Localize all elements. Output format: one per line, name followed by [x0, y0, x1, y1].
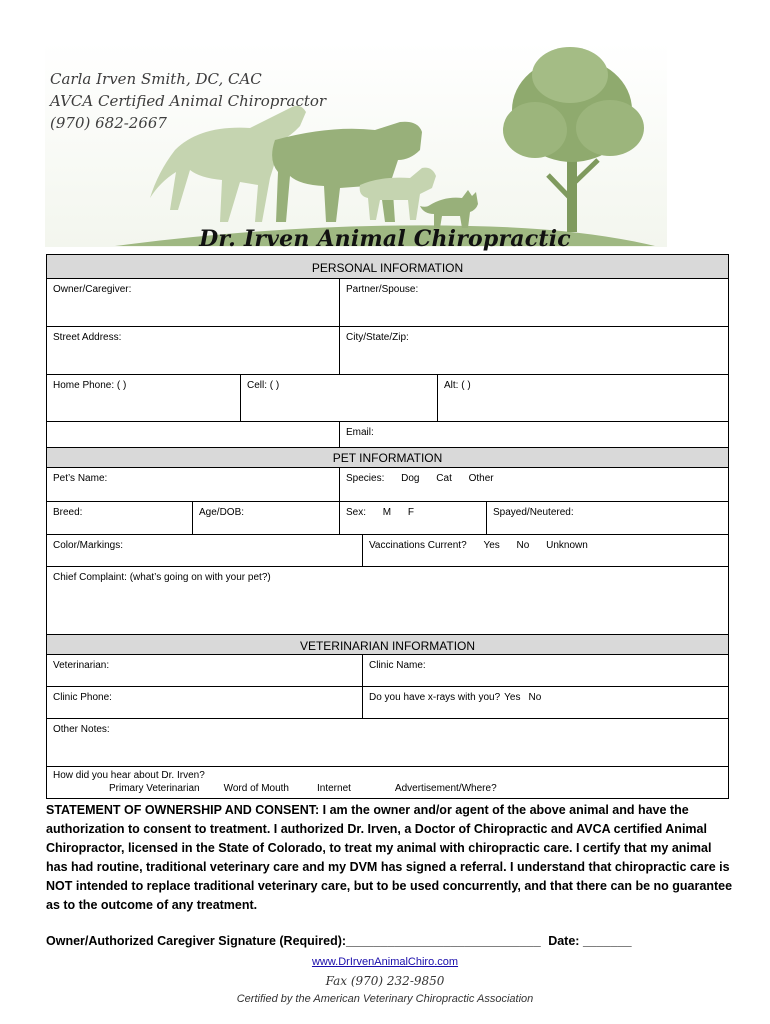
- date-label: Date:: [548, 934, 580, 948]
- sex-field[interactable]: [340, 502, 487, 534]
- species-option-other[interactable]: Other: [468, 473, 494, 484]
- alt-phone-label: Alt: ( ): [444, 380, 471, 391]
- age-field[interactable]: [193, 502, 340, 534]
- vacc-option-no[interactable]: No: [516, 540, 530, 551]
- owner-label: Owner/Caregiver:: [53, 284, 132, 295]
- sex-option-m[interactable]: M: [382, 507, 392, 518]
- complaint-field[interactable]: [47, 567, 728, 634]
- xrays-label: Do you have x-rays with you?: [369, 692, 501, 703]
- color-label: Color/Markings:: [53, 540, 124, 551]
- xray-option-no[interactable]: No: [528, 692, 542, 703]
- breed-label: Breed:: [53, 507, 83, 518]
- alt-phone-field[interactable]: [438, 375, 728, 421]
- signature-blank[interactable]: ____________________________: [346, 934, 541, 948]
- color-field[interactable]: [47, 535, 363, 566]
- spayed-label: Spayed/Neutered:: [493, 507, 574, 518]
- sex-label: Sex:: [346, 507, 367, 518]
- certification-note: Certified by the American Veterinary Chiropractic Association: [236, 993, 534, 1005]
- form-row: [47, 719, 728, 767]
- partner-label: Partner/Spouse:: [346, 284, 419, 295]
- fax-number: Fax (970) 232-9850: [325, 974, 445, 988]
- vaccinations-label: Vaccinations Current?: [369, 540, 467, 551]
- consent-statement: STATEMENT OF OWNERSHIP AND CONSENT: I am the owner and/or agent of the above animal and have the authorization to consent to treatment. I authorized Dr. Irven, a Doctor of Chiropractic and AVCA certified Animal Chiropractor, licensed in the State of Colorado, to treat my animal with chiropractic care. I certify that my animal has had routine, traditional veterinary care and my DVM has signed a referral. I understand that chiropractic care is NOT intended to replace traditional veterinary care, but to be used concurrently, and that there can be no guarantee as to the outcome of any treatment.: [46, 803, 733, 912]
- referral-field[interactable]: [47, 767, 728, 798]
- pet-name-field[interactable]: [47, 468, 340, 501]
- referral-label: How did you hear about Dr. Irven?: [53, 770, 205, 781]
- form-row: [47, 767, 728, 798]
- form-row: [47, 687, 728, 719]
- form-row: [47, 655, 728, 687]
- species-option-cat[interactable]: Cat: [436, 473, 452, 484]
- practitioner-phone: (970) 682-2667: [50, 114, 167, 132]
- intake-form: [46, 254, 729, 799]
- letterhead: [0, 0, 770, 255]
- date-blank[interactable]: _______: [582, 934, 632, 948]
- brand-name: Dr. Irven Animal Chiropractic: [199, 226, 571, 252]
- home-phone-label: Home Phone: ( ): [53, 380, 127, 391]
- vaccinations-field[interactable]: [363, 535, 728, 566]
- signature-line: [46, 934, 632, 948]
- section-vet-heading: VETERINARIAN INFORMATION: [47, 635, 728, 655]
- website-link[interactable]: www.DrIrvenAnimalChiro.com: [311, 956, 459, 968]
- city-field[interactable]: [340, 327, 728, 374]
- form-row: [47, 535, 728, 567]
- street-label: Street Address:: [53, 332, 122, 343]
- owner-field[interactable]: [47, 279, 340, 326]
- practitioner-title: AVCA Certified Animal Chiropractor: [50, 92, 327, 110]
- clinic-phone-field[interactable]: [47, 687, 363, 718]
- form-row: [47, 327, 728, 375]
- species-label: Species:: [346, 473, 385, 484]
- age-label: Age/DOB:: [199, 507, 245, 518]
- clinic-phone-label: Clinic Phone:: [53, 692, 112, 703]
- form-row: [47, 567, 728, 635]
- referral-option-internet[interactable]: Internet: [317, 783, 351, 794]
- blank-cell: [47, 422, 340, 447]
- pet-name-label: Pet’s Name:: [53, 473, 108, 484]
- veterinarian-field[interactable]: [47, 655, 363, 686]
- email-field[interactable]: [340, 422, 728, 447]
- signature-label: Owner/Authorized Caregiver Signature (Required):: [46, 934, 347, 948]
- clinic-name-field[interactable]: [363, 655, 728, 686]
- form-row: [47, 468, 728, 502]
- species-field[interactable]: [340, 468, 728, 501]
- referral-option-advertisement[interactable]: Advertisement/Where?: [394, 783, 497, 794]
- vacc-option-unknown[interactable]: Unknown: [546, 540, 588, 551]
- form-row: [47, 279, 728, 327]
- city-label: City/State/Zip:: [346, 332, 409, 343]
- section-pet-heading: PET INFORMATION: [47, 448, 728, 468]
- spayed-field[interactable]: [487, 502, 728, 534]
- xrays-field[interactable]: [363, 687, 728, 718]
- home-phone-field[interactable]: [47, 375, 241, 421]
- veterinarian-label: Veterinarian:: [53, 660, 110, 671]
- partner-field[interactable]: [340, 279, 728, 326]
- referral-option-word-of-mouth[interactable]: Word of Mouth: [223, 783, 289, 794]
- species-option-dog[interactable]: Dog: [401, 473, 420, 484]
- referral-option-primary-vet[interactable]: Primary Veterinarian: [109, 783, 200, 794]
- notes-label: Other Notes:: [53, 724, 110, 735]
- vacc-option-yes[interactable]: Yes: [483, 540, 500, 551]
- practitioner-name: Carla Irven Smith, DC, CAC: [50, 70, 262, 88]
- complaint-label: Chief Complaint: (what’s going on with your pet?): [53, 572, 271, 583]
- street-field[interactable]: [47, 327, 340, 374]
- clinic-name-label: Clinic Name:: [369, 660, 426, 671]
- form-row: [47, 375, 728, 422]
- cell-phone-field[interactable]: [241, 375, 438, 421]
- section-personal-heading: PERSONAL INFORMATION: [47, 255, 728, 279]
- email-label: Email:: [346, 427, 374, 438]
- form-row: [47, 422, 728, 448]
- cell-phone-label: Cell: ( ): [247, 380, 280, 391]
- breed-field[interactable]: [47, 502, 193, 534]
- form-row: [47, 502, 728, 535]
- notes-field[interactable]: [47, 719, 728, 766]
- xray-option-yes[interactable]: Yes: [504, 692, 521, 703]
- sex-option-f[interactable]: F: [407, 507, 415, 518]
